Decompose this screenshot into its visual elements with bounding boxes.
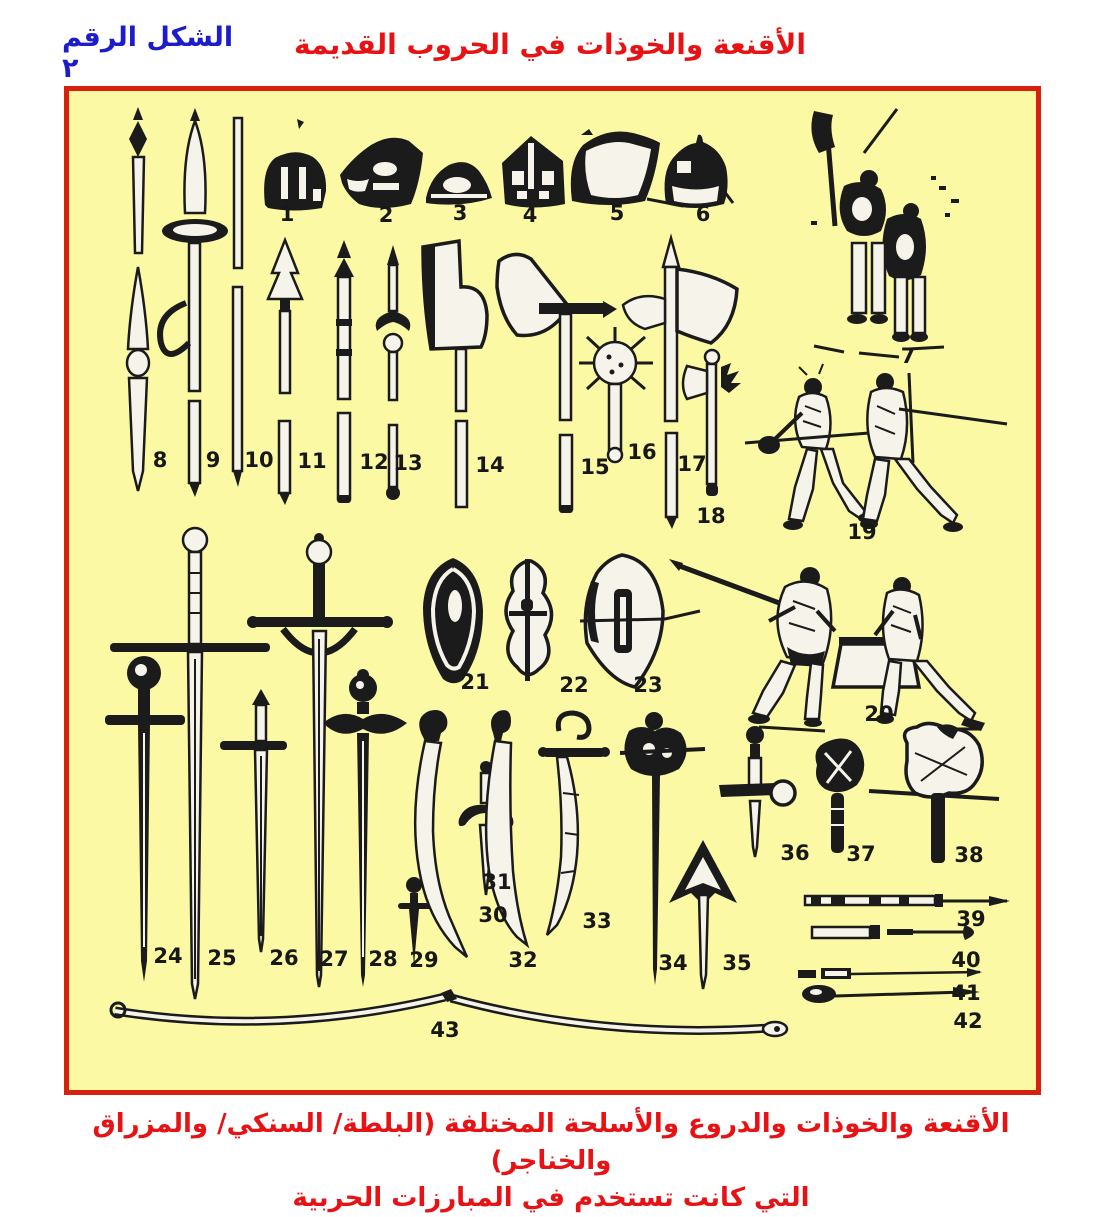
spear-8 <box>127 107 149 491</box>
item-6-number: 6 <box>695 202 711 226</box>
page-title: الأقنعة والخوذات في الحروب القديمة <box>294 28 806 61</box>
item-13-number: 13 <box>393 451 423 475</box>
figure-number-label: الشكل الرقم ٢ <box>62 22 234 84</box>
item-9-number: 9 <box>205 448 221 472</box>
item-38-number: 38 <box>954 843 984 867</box>
kite-shield-21 <box>423 558 483 683</box>
sword-25 <box>110 528 270 999</box>
item-12-number: 12 <box>359 450 389 474</box>
item-18-number: 18 <box>696 504 726 528</box>
item-42-number: 42 <box>953 1009 983 1033</box>
item-26-number: 26 <box>269 946 299 970</box>
item-4-number: 4 <box>522 203 538 227</box>
engraving-panel <box>64 86 1041 1095</box>
item-30-number: 30 <box>478 903 508 927</box>
item-7-number: 7 <box>900 344 916 368</box>
item-16-number: 16 <box>627 440 657 464</box>
lance-39 <box>805 894 1010 907</box>
sword-26 <box>220 689 287 952</box>
item-22-number: 22 <box>559 673 589 697</box>
helmet-4 <box>502 136 565 208</box>
item-31-number: 31 <box>482 870 512 894</box>
bottom-caption <box>55 1106 1047 1217</box>
item-39-number: 39 <box>956 907 986 931</box>
helmet-3 <box>426 162 492 205</box>
item-17-number: 17 <box>677 452 707 476</box>
item-27-number: 27 <box>319 947 349 971</box>
item-34-number: 34 <box>658 951 688 975</box>
helmet-6 <box>665 135 733 208</box>
sword-24 <box>105 656 185 982</box>
item-33-number: 33 <box>582 909 612 933</box>
sabre-30 <box>415 710 467 957</box>
item-32-number: 32 <box>508 948 538 972</box>
item-15-number: 15 <box>580 455 610 479</box>
hilt-36 <box>719 726 795 857</box>
item-19-number: 19 <box>847 520 877 544</box>
helmet-2 <box>340 138 423 208</box>
knights-group-illustration <box>811 109 959 357</box>
item-8-number: 8 <box>152 448 168 472</box>
item-11-number: 11 <box>297 449 327 473</box>
item-36-number: 36 <box>780 841 810 865</box>
item-2-number: 2 <box>378 203 394 227</box>
sword-27 <box>247 533 393 987</box>
caption-line-2: التي كانت تستخدم في المبارزات الحربية <box>292 1183 810 1213</box>
item-35-number: 35 <box>722 951 752 975</box>
item-24-number: 24 <box>153 944 183 968</box>
item-10-number: 10 <box>244 448 274 472</box>
item-20-number: 20 <box>864 702 894 726</box>
item-37-number: 37 <box>846 842 876 866</box>
item-3-number: 3 <box>452 201 468 225</box>
oval-shield-23 <box>580 555 700 687</box>
item-23-number: 23 <box>633 673 663 697</box>
spear-12 <box>334 240 354 503</box>
item-21-number: 21 <box>460 670 490 694</box>
spear-10 <box>233 118 242 487</box>
item-28-number: 28 <box>368 947 398 971</box>
caption-line-1: الأقنعة والخوذات والدروع والأسلحة المختلفة (البلطة/ السنكي/ والمزراق والخناجر) <box>92 1109 1010 1176</box>
helmet-1 <box>264 119 326 211</box>
item-41-number: 41 <box>951 981 981 1005</box>
item-25-number: 25 <box>207 946 237 970</box>
foot-duel-illustration <box>745 364 1007 532</box>
sabre-33 <box>538 713 610 935</box>
sword-28 <box>323 669 407 987</box>
spear-9 <box>160 108 228 497</box>
joust-illustration <box>669 559 985 731</box>
item-43-number: 43 <box>430 1018 460 1042</box>
rapier-34 <box>620 712 705 985</box>
tournament-shield-22 <box>506 559 552 681</box>
item-29-number: 29 <box>409 948 439 972</box>
item-40-number: 40 <box>951 948 981 972</box>
item-1-number: 1 <box>279 202 295 226</box>
item-5-number: 5 <box>609 201 625 225</box>
weapons-engraving <box>69 91 1036 1090</box>
item-14-number: 14 <box>475 453 505 477</box>
hilt-37 <box>816 739 865 853</box>
lance-40 <box>812 925 974 940</box>
